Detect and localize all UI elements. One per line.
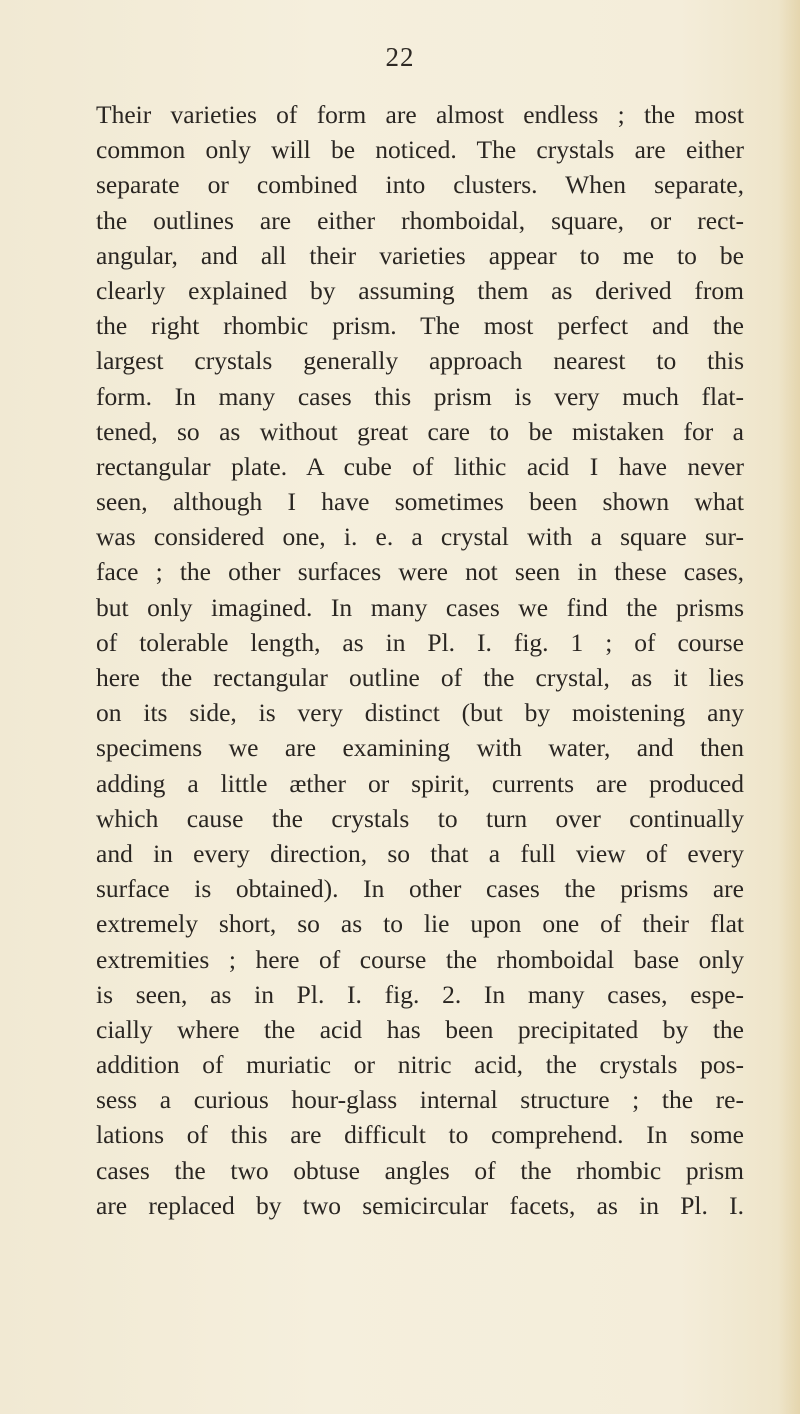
text-line: on its side, is very distinct (but by moistening any	[96, 698, 744, 728]
text-line: Their varieties of form are almost endless ; the most	[96, 100, 744, 129]
text-line: the right rhombic prism. The most perfect and the	[96, 311, 744, 341]
text-line: are replaced by two semicircular facets, as in Pl. I.	[96, 1190, 744, 1220]
text-line: extremely short, so as to lie upon one of their flat	[96, 909, 744, 939]
text-line: seen, although I have sometimes been shown what	[96, 487, 744, 517]
text-line: which cause the crystals to turn over continually	[96, 803, 744, 833]
text-line: angular, and all their varieties appear to me to be	[96, 240, 744, 270]
text-line: sess a curious hour-glass internal structure ; the re-	[96, 1085, 744, 1115]
text-line: clearly explained by assuming them as derived from	[96, 275, 744, 305]
text-line: cases the two obtuse angles of the rhombic prism	[96, 1155, 744, 1185]
text-line: lations of this are difficult to comprehend. In some	[96, 1120, 744, 1150]
text-line: here the rectangular outline of the crystal, as it lies	[96, 663, 744, 692]
text-line: separate or combined into clusters. When separate,	[96, 170, 744, 200]
text-line: the outlines are either rhomboidal, square, or rect-	[96, 205, 744, 235]
text-line: of tolerable length, as in Pl. I. fig. 1 ; of course	[96, 627, 744, 657]
text-line: largest crystals generally approach nearest to this	[96, 346, 744, 376]
text-line: specimens we are examining with water, and then	[96, 733, 744, 763]
text-line: extremities ; here of course the rhomboidal base only	[96, 944, 744, 974]
text-line: is seen, as in Pl. I. fig. 2. In many cases, espe-	[96, 979, 744, 1009]
text-line: cially where the acid has been precipitated by the	[96, 1014, 744, 1044]
text-line: was considered one, i. e. a crystal with a square sur-	[96, 522, 744, 552]
body-text	[96, 97, 744, 1223]
text-line: rectangular plate. A cube of lithic acid I have never	[96, 451, 744, 481]
text-line: adding a little æther or spirit, currents are produced	[96, 768, 744, 798]
text-line: common only will be noticed. The crystals are either	[96, 135, 744, 165]
page-number: 22	[385, 42, 415, 72]
text-line: tened, so as without great care to be mistaken for a	[96, 416, 744, 446]
text-line: surface is obtained). In other cases the prisms are	[96, 874, 744, 904]
page-edge	[778, 0, 800, 1414]
text-line: form. In many cases this prism is very much flat-	[96, 381, 744, 411]
text-line: but only imagined. In many cases we find the prisms	[96, 592, 744, 622]
text-line: and in every direction, so that a full view of every	[96, 838, 744, 868]
text-line: addition of muriatic or nitric acid, the crystals pos-	[96, 1050, 744, 1080]
text-line: face ; the other surfaces were not seen in these cases,	[96, 557, 744, 587]
